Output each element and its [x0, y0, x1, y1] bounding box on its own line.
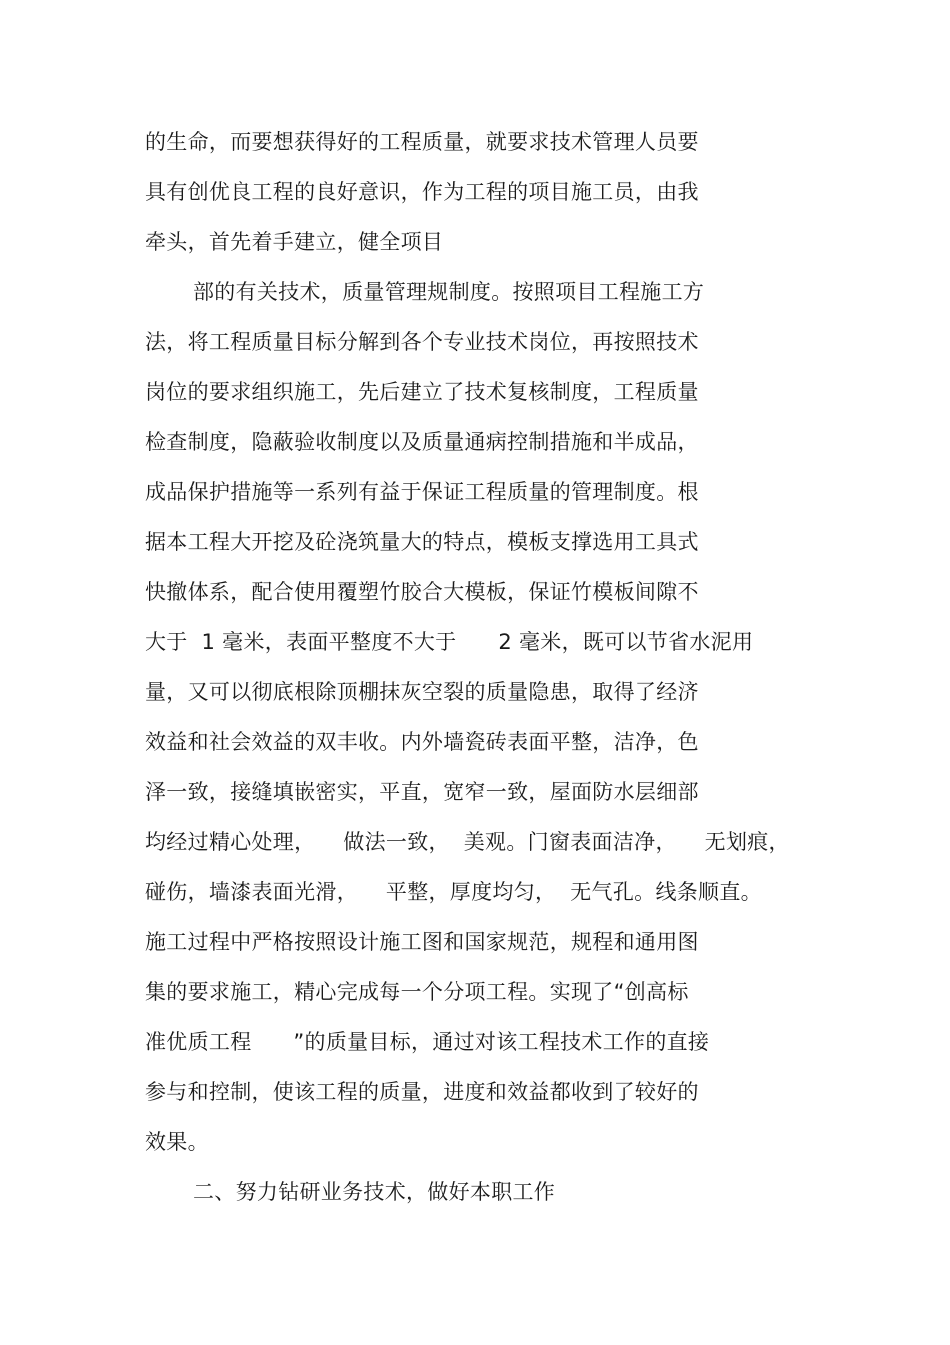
text-line-19: 准优质工程 ”的质量目标，通过对该工程技术工作的直接 [145, 1030, 710, 1054]
text-line-21: 效果。 [145, 1130, 209, 1154]
section-heading: 二、努力钻研业务技术，做好本职工作 [193, 1180, 556, 1204]
text-line-2: 具有创优良工程的良好意识，作为工程的项目施工员，由我 [145, 180, 699, 204]
text-line-18: 集的要求施工，精心完成每一个分项工程。实现了“创高标 [145, 980, 689, 1004]
text-line-17: 施工过程中严格按照设计施工图和国家规范，规程和通用图 [145, 930, 699, 954]
text-line-16: 碰伤，墙漆表面光滑， 平整，厚度均匀， 无气孔。线条顺直。 [145, 880, 762, 904]
text-line-11: 大于 1 毫米，表面平整度不大于 2 毫米，既可以节省水泥用 [145, 630, 754, 654]
text-line-8: 成品保护措施等一系列有益于保证工程质量的管理制度。根 [145, 480, 699, 504]
text-line-6: 岗位的要求组织施工，先后建立了技术复核制度，工程质量 [145, 380, 699, 404]
text-line-3: 牵头，首先着手建立，健全项目 [145, 230, 444, 254]
text-line-20: 参与和控制，使该工程的质量，进度和效益都收到了较好的 [145, 1080, 699, 1104]
text-line-1: 的生命，而要想获得好的工程质量，就要求技术管理人员要 [145, 130, 699, 154]
text-line-5: 法，将工程质量目标分解到各个专业技术岗位，再按照技术 [145, 330, 699, 354]
text-line-7: 检查制度，隐蔽验收制度以及质量通病控制措施和半成品， [145, 430, 699, 454]
text-line-15: 均经过精心处理， 做法一致， 美观。门窗表面洁净， 无划痕， [145, 830, 790, 854]
text-line-14: 泽一致，接缝填嵌密实，平直，宽窄一致，屋面防水层细部 [145, 780, 699, 804]
text-line-10: 快撤体系，配合使用覆塑竹胶合大模板，保证竹模板间隙不 [145, 580, 699, 604]
text-line-13: 效益和社会效益的双丰收。内外墙瓷砖表面平整，洁净，色 [145, 730, 699, 754]
text-line-4: 部的有关技术，质量管理规制度。按照项目工程施工方 [193, 280, 705, 304]
text-line-9: 据本工程大开挖及砼浇筑量大的特点，模板支撑选用工具式 [145, 530, 699, 554]
text-line-12: 量，又可以彻底根除顶棚抹灰空裂的质量隐患，取得了经济 [145, 680, 699, 704]
